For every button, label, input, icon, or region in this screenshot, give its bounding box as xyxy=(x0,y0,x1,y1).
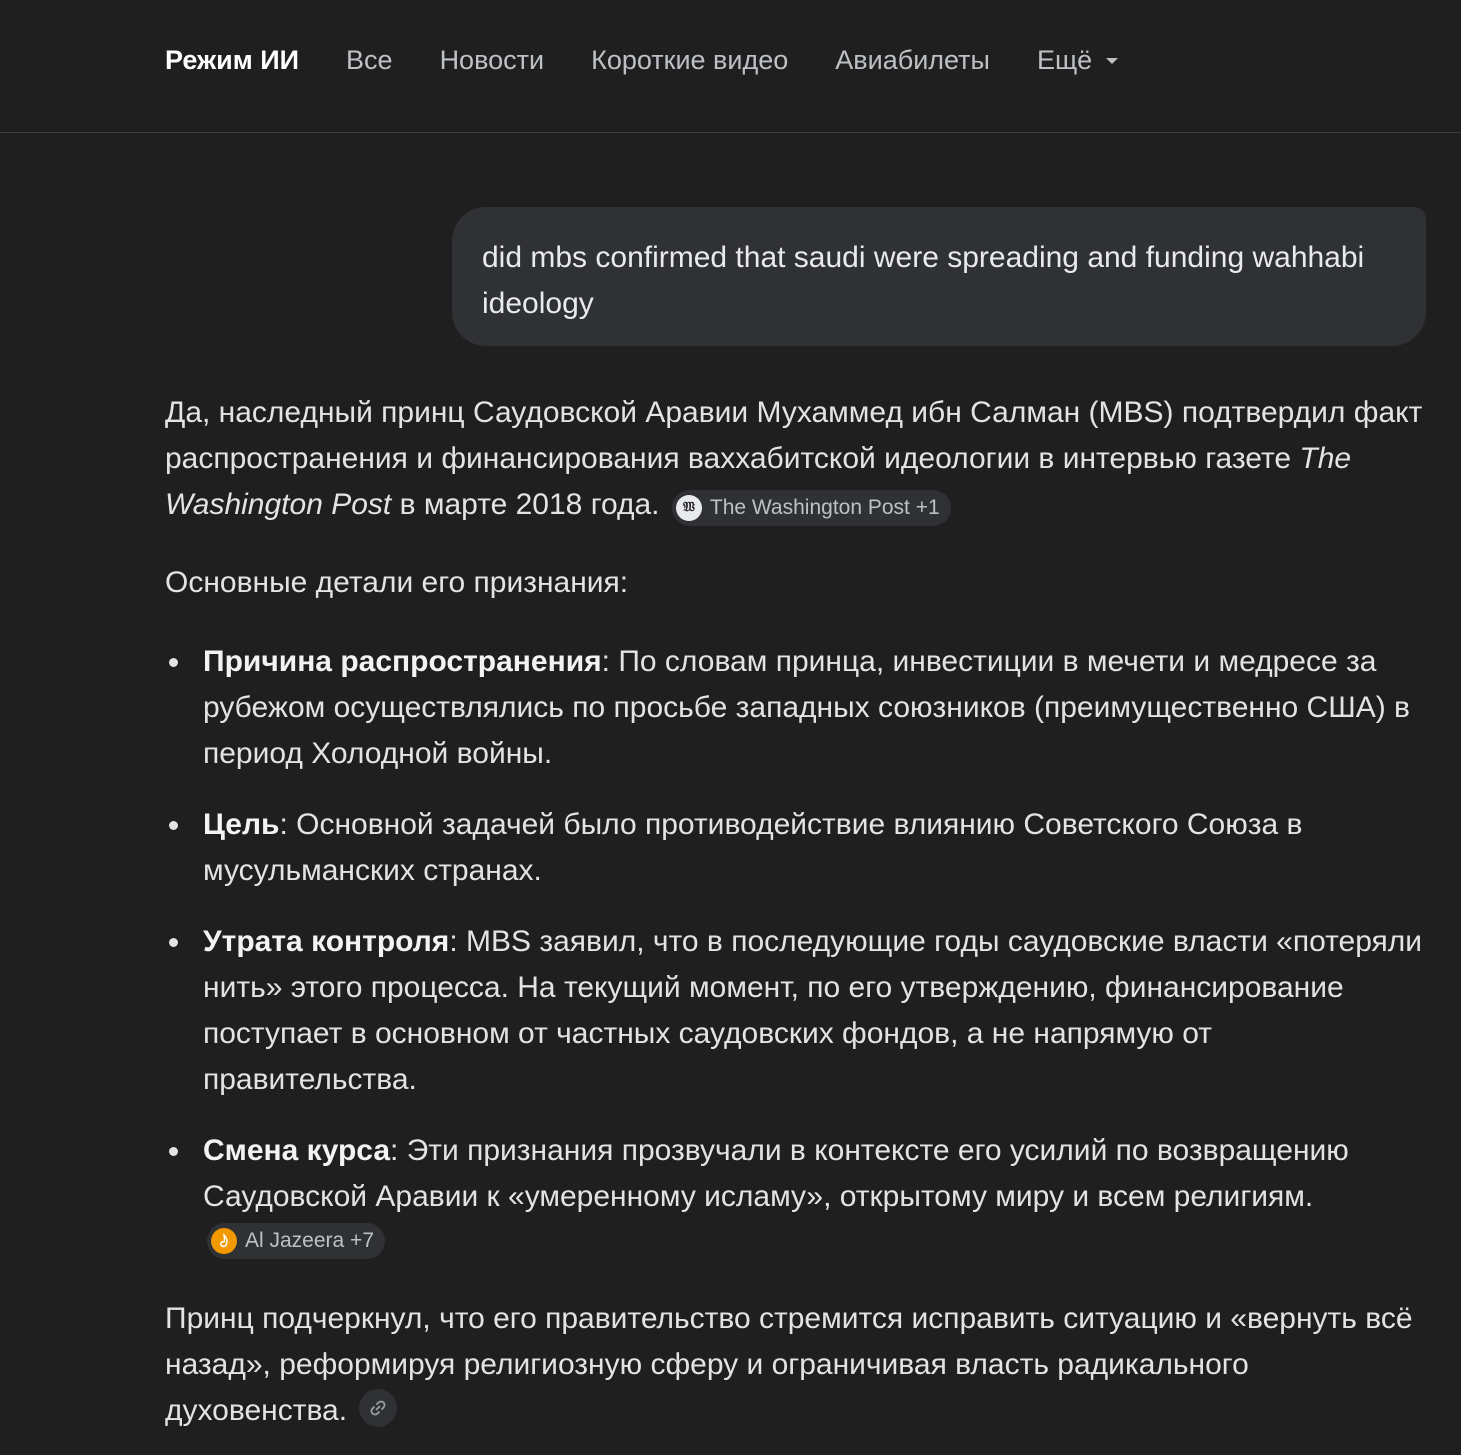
list-item-term: Смена курса xyxy=(203,1134,391,1167)
source-chip-al-jazeera[interactable] xyxy=(207,1223,385,1259)
intro-text-before: Да, наследный принц Саудовской Аравии Мухаммед ибн Салман (MBS) подтвердил факт распространения и финансирования ваххабитской идеологии в интервью газете xyxy=(165,396,1423,475)
source-chip-label: Al Jazeera +7 xyxy=(245,1229,374,1252)
tab-short-videos[interactable]: Короткие видео xyxy=(591,45,789,75)
caret-down-icon xyxy=(1106,58,1118,64)
user-query-bubble xyxy=(452,207,1426,346)
conclusion-text: Принц подчеркнул, что его правительство стремится исправить ситуацию и «вернуть всё назад», реформируя религиозную сферу и ограничивая власть радикального духовенства. xyxy=(165,1302,1413,1427)
list-item-text: : MBS заявил, что в последующие годы саудовские власти «потеряли нить» этого процесса. На текущий момент, по его утверждению, финансирование поступает в основном от частных саудовских фондов, а не напрямую от правительства. xyxy=(203,925,1423,1096)
intro-text-after: в марте 2018 года. xyxy=(391,488,660,521)
tab-all[interactable]: Все xyxy=(346,45,393,75)
list-item xyxy=(203,1128,1430,1266)
list-item xyxy=(203,639,1430,777)
details-list xyxy=(165,639,1430,1266)
tab-flights[interactable]: Авиабилеты xyxy=(835,45,990,75)
tab-more-label: Ещё xyxy=(1036,45,1093,75)
search-tabs xyxy=(165,42,1165,78)
list-item-text: : Эти признания прозвучали в контексте его усилий по возвращению Саудовской Аравии к «умеренному исламу», открытому миру и всем религиям. xyxy=(203,1134,1349,1213)
list-item-term: Цель xyxy=(203,808,280,841)
al-jazeera-logo-icon xyxy=(211,1228,237,1254)
list-item-text: : По словам принца, инвестиции в мечети и медресе за рубежом осуществлялись по просьбе западных союзников (преимущественно США) в период Холодной войны. xyxy=(203,645,1410,770)
ai-answer xyxy=(165,390,1430,1434)
link-button[interactable] xyxy=(359,1389,397,1427)
list-item-text: : Основной задачей было противодействие влиянию Советского Союза в мусульманских странах. xyxy=(203,808,1303,887)
source-chip-washington-post[interactable] xyxy=(672,490,951,526)
top-nav-bar xyxy=(0,0,1461,133)
source-chip-label: The Washington Post +1 xyxy=(709,496,940,519)
list-item xyxy=(203,919,1430,1103)
list-item-term: Утрата контроля xyxy=(203,925,450,958)
user-query-text: did mbs confirmed that saudi were spreading and funding wahhabi ideology xyxy=(482,241,1365,320)
answer-intro xyxy=(165,390,1430,528)
tab-ai-mode[interactable]: Режим ИИ xyxy=(165,45,300,75)
list-item-term: Причина распространения xyxy=(203,645,602,678)
washington-post-logo-icon: 𝔚 xyxy=(676,495,702,521)
tab-more[interactable] xyxy=(1037,42,1118,78)
link-icon xyxy=(368,1398,388,1418)
details-heading: Основные детали его признания: xyxy=(165,566,629,599)
answer-conclusion xyxy=(165,1296,1430,1434)
intro-publication-name: The Washington Post xyxy=(165,442,1352,521)
tab-news[interactable]: Новости xyxy=(439,45,545,75)
list-item xyxy=(203,802,1430,894)
